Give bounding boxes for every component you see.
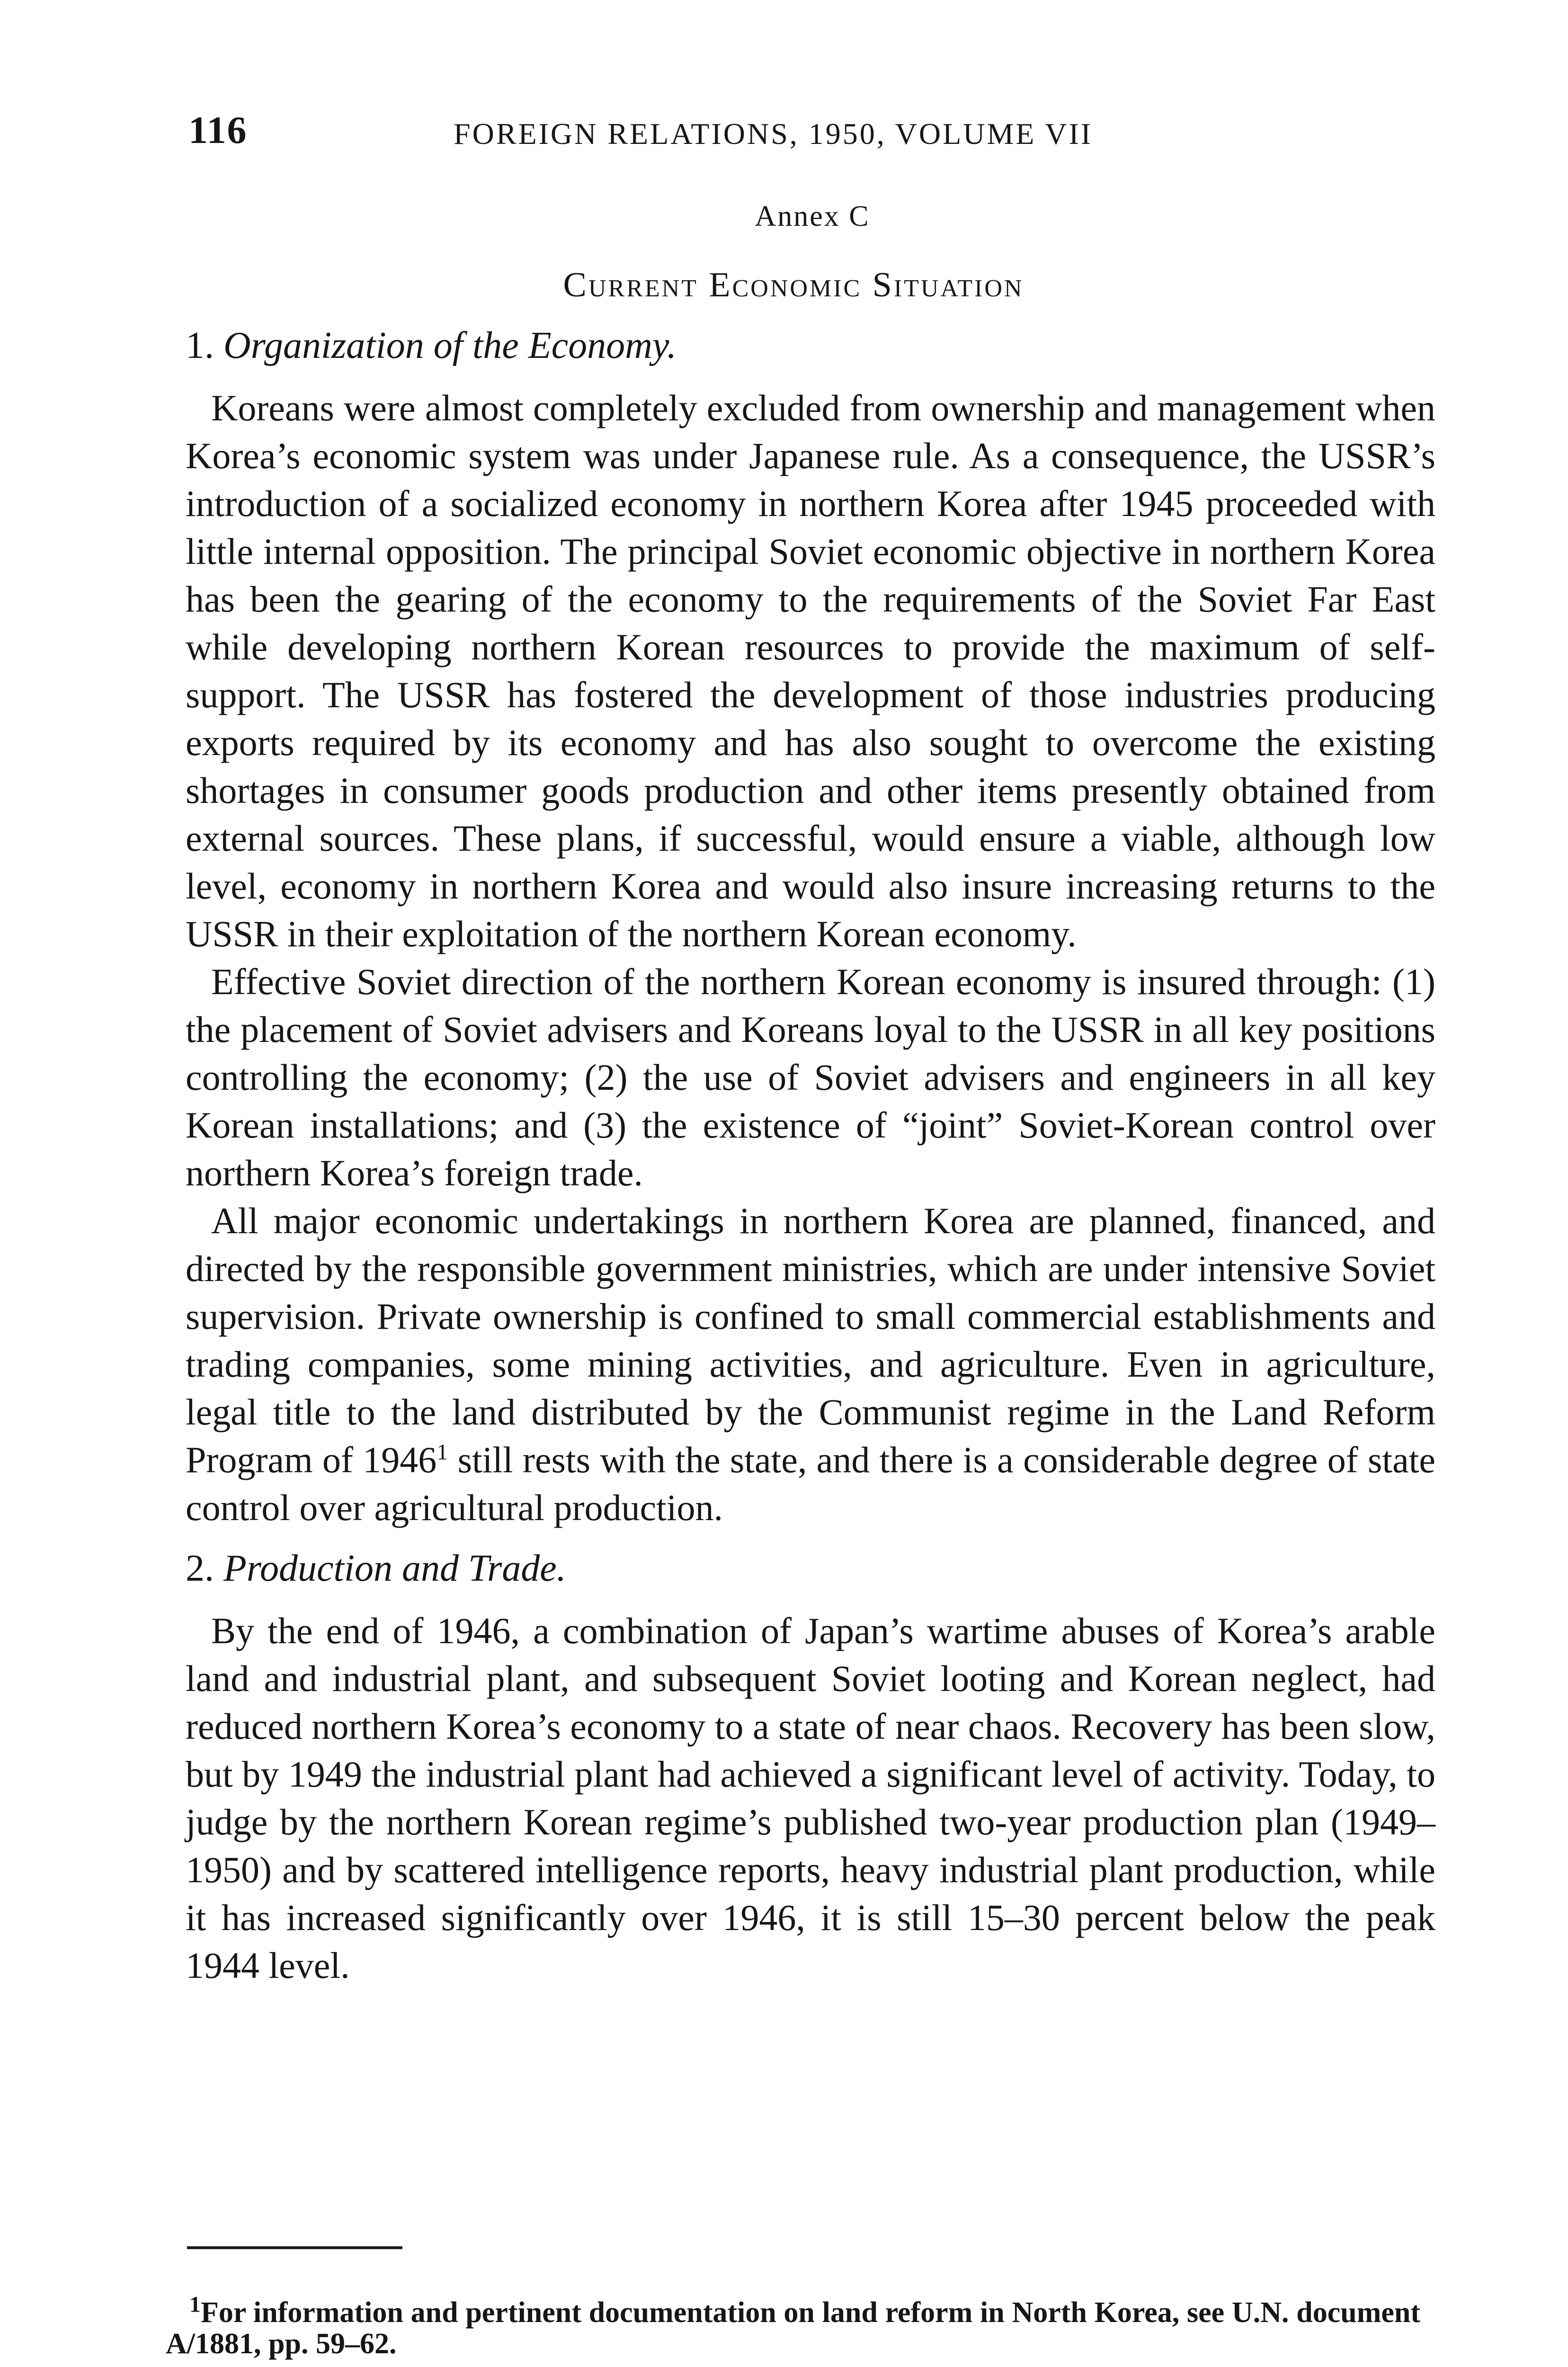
section-title: Production and Trade.: [223, 1548, 566, 1589]
paragraph: Koreans were almost completely excluded from ownership and management when Korea’s economic system was under Japanese rule. As a consequence, the USSR’s introduction of a socialized economy in northern Korea after 1945 proceeded with little internal opposition. The principal Soviet economic objective in northern Korea has been the gearing of the economy to the requirements of the Soviet Far East while developing northern Korean resources to provide the maximum of self-support. The USSR has fostered the development of those industries producing exports required by its economy and has also sought to overcome the existing shortages in consumer goods production and other items presently obtained from external sources. These plans, if successful, would ensure a viable, although low level, economy in northern Korea and would also insure increasing returns to the USSR in their exploitation of the northern Korean economy.: [186, 387, 1435, 954]
section-number: 1.: [186, 325, 214, 366]
paragraph: Effective Soviet direction of the northern Korean economy is insured through: (1) the placement of Soviet advisers and Koreans loyal to the USSR in all key positions controlling the economy; (2) the use of Soviet advisers and engineers in all key Korean installations; and (3) the existence of “joint” Soviet-Korean control over northern Korea’s foreign trade.: [186, 961, 1435, 1193]
annex-label: Annex C: [755, 200, 870, 232]
footnote: [166, 2292, 1420, 2360]
section-heading-organization: [186, 322, 1435, 370]
paragraph-text: All major economic undertakings in northern Korea are planned, financed, and directed by the responsible government ministries, which are under intensive Soviet supervision. Private ownership is confined to small commercial establishments and trading companies, some mining activities, and agriculture. Even in agriculture, legal title to the land distributed by the Communist regime in the Land Reform Program of 1946: [186, 1200, 1435, 1480]
paragraph: [186, 1197, 1435, 1531]
annex-title: Current Economic Situation: [563, 266, 1024, 304]
footnote-text: For information and pertinent documentation on land reform in North Korea, see U.N. document A/1881, pp. 59–62.: [166, 2296, 1420, 2360]
footnote-divider: [187, 2246, 402, 2249]
section-heading-production: [186, 1545, 1435, 1593]
running-head: FOREIGN RELATIONS, 1950, VOLUME VII: [454, 117, 1093, 151]
paragraph-text: still rests with the state, and there is a considerable degree of state control over agricultural production.: [186, 1439, 1435, 1528]
page-header: [188, 108, 1419, 165]
paragraph: By the end of 1946, a combination of Japan’s wartime abuses of Korea’s arable land and industrial plant, and subsequent Soviet looting and Korean neglect, had reduced northern Korea’s economy to a state of near chaos. Recovery has been slow, but by 1949 the industrial plant had achieved a significant level of activity. Today, to judge by the northern Korean regime’s published two-year production plan (1949–1950) and by scattered intelligence reports, heavy industrial plant production, while it has increased significantly over 1946, it is still 15–30 percent below the peak 1944 level.: [186, 1610, 1435, 1986]
body-text: [186, 322, 1435, 1989]
section-number: 2.: [186, 1548, 214, 1589]
footnote-reference: 1: [437, 1440, 448, 1465]
section-title: Organization of the Economy.: [223, 325, 677, 366]
page-number: 116: [188, 108, 248, 151]
footnote-marker: 1: [189, 2292, 201, 2317]
